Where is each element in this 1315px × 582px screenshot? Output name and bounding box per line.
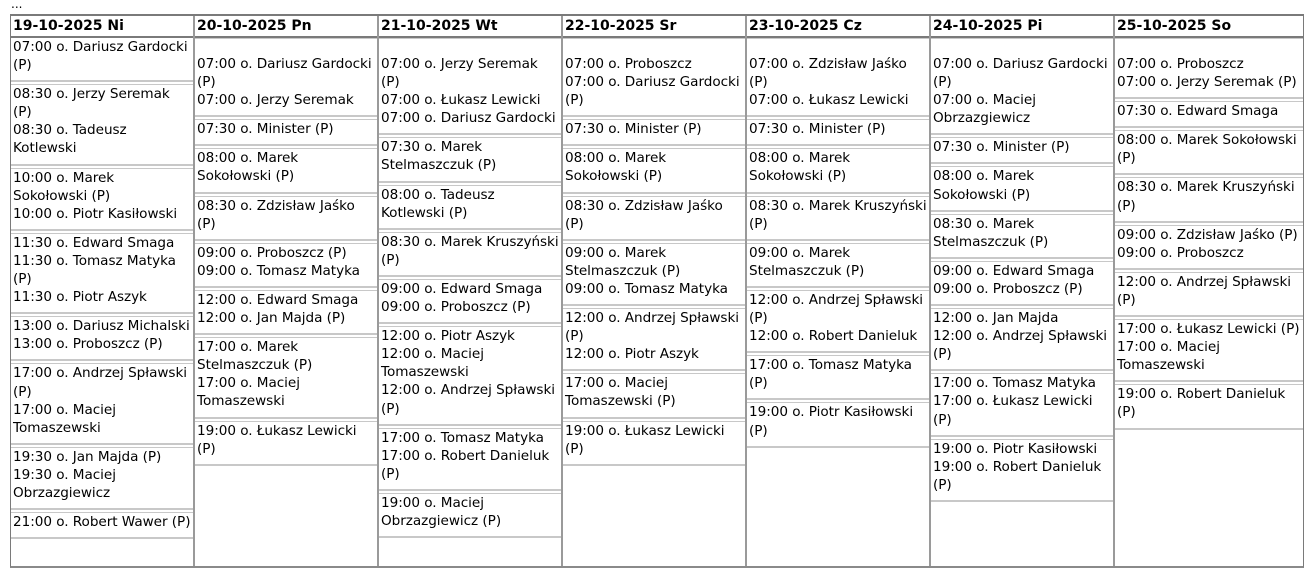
mass-entry: 11:30 o. Edward Smaga [13, 234, 175, 251]
mass-entry: 12:00 o. Edward Smaga [197, 291, 359, 308]
time-slot [747, 119, 929, 146]
time-slot [379, 279, 561, 324]
time-slot [1115, 38, 1303, 99]
mass-entry: 07:00 o. Maciej Obrzazgiewicz [933, 92, 1036, 127]
time-slot [1115, 319, 1303, 382]
day-header: 23-10-2025 Cz [747, 16, 929, 38]
day-column [931, 16, 1115, 566]
time-slot [1115, 177, 1303, 222]
mass-entry: 09:00 o. Zdzisław Jaśko (P) [1117, 226, 1298, 243]
mass-entry: 09:00 o. Edward Smaga [933, 262, 1095, 279]
mass-entry: 12:00 o. Andrzej Spławski (P) [381, 382, 555, 417]
time-slot [1115, 384, 1303, 429]
day-header: 22-10-2025 Sr [563, 16, 745, 38]
mass-entry: 08:00 o. Marek Sokołowski (P) [197, 150, 299, 185]
mass-entry: 07:00 o. Zdzisław Jaśko (P) [749, 56, 907, 91]
day-header: 24-10-2025 Pi [931, 16, 1113, 38]
time-slot [1115, 225, 1303, 270]
mass-entry: 08:30 o. Marek Kruszyński (P) [381, 233, 559, 268]
mass-entry: 07:00 o. Jerzy Seremak (P) [381, 56, 538, 91]
day-column [563, 16, 747, 566]
mass-entry: 17:00 o. Tomasz Matyka [933, 375, 1096, 392]
mass-entry: 09:00 o. Tomasz Matyka [197, 262, 360, 279]
time-slot [379, 326, 561, 425]
time-slot [931, 137, 1113, 164]
mass-entry: 09:00 o. Marek Stelmaszczuk (P) [565, 244, 681, 279]
mass-entry: 08:00 o. Marek Sokołowski (P) [565, 150, 667, 185]
mass-entry: 17:00 o. Andrzej Spławski (P) [13, 365, 187, 400]
mass-entry: 17:00 o. Marek Stelmaszczuk (P) [197, 339, 313, 374]
mass-entry: 19:30 o. Jan Majda (P) [13, 448, 162, 465]
mass-entry: 12:00 o. Andrzej Spławski (P) [749, 291, 923, 327]
time-slot [195, 243, 377, 288]
time-slot [11, 38, 193, 82]
mass-entry: 07:00 o. Proboszcz [565, 56, 692, 72]
day-header: 20-10-2025 Pn [195, 16, 377, 38]
time-slot [563, 373, 745, 418]
time-slot [563, 196, 745, 241]
mass-entry: 08:30 o. Jerzy Seremak (P) [13, 86, 170, 121]
mass-entry: 19:00 o. Łukasz Lewicki (P) [565, 422, 725, 457]
mass-entry: 13:00 o. Dariusz Michalski [13, 318, 190, 335]
time-slot [931, 373, 1113, 436]
mass-entry: 12:00 o. Piotr Aszyk [381, 328, 515, 345]
time-slot [11, 233, 193, 314]
day-slots [379, 38, 561, 566]
time-slot [1115, 272, 1303, 317]
mass-entry: 08:30 o. Marek Kruszyński (P) [749, 197, 927, 232]
time-slot [11, 512, 193, 539]
mass-entry: 12:00 o. Andrzej Spławski (P) [565, 310, 739, 345]
time-slot [747, 402, 929, 447]
mass-entry: 07:30 o. Minister (P) [933, 139, 1070, 156]
mass-entry: 08:00 o. Tadeusz Kotlewski (P) [381, 186, 495, 221]
day-header: 21-10-2025 Wt [379, 16, 561, 38]
day-header: 19-10-2025 Ni [11, 16, 193, 38]
time-slot [563, 308, 745, 371]
day-header: 25-10-2025 So [1115, 16, 1303, 38]
mass-entry: 13:00 o. Proboszcz (P) [13, 336, 163, 353]
mass-entry: 07:00 o. Dariusz Gardocki [381, 110, 556, 127]
mass-entry: 09:00 o. Proboszcz (P) [381, 299, 531, 316]
mass-entry: 12:00 o. Jan Majda [933, 310, 1059, 327]
time-slot [195, 119, 377, 146]
time-slot [379, 185, 561, 230]
mass-entry: 08:00 o. Marek Sokołowski (P) [1117, 132, 1297, 167]
mass-entry: 17:00 o. Maciej Tomaszewski [13, 401, 116, 436]
mass-entry: 07:00 o. Dariusz Gardocki (P) [565, 74, 740, 109]
mass-entry: 19:00 o. Robert Danieluk (P) [933, 458, 1102, 493]
mass-entry: 12:00 o. Robert Danieluk [749, 328, 918, 345]
mass-entry: 07:00 o. Dariusz Gardocki (P) [197, 56, 372, 91]
time-slot [11, 84, 193, 165]
mass-entry: 19:00 o. Maciej Obrzazgiewicz (P) [381, 494, 502, 529]
time-slot [747, 290, 929, 353]
weekly-mass-schedule [10, 14, 1304, 568]
time-slot [931, 439, 1113, 502]
mass-entry: 07:00 o. Proboszcz [1117, 56, 1244, 72]
mass-entry: 12:00 o. Andrzej Spławski (P) [1117, 273, 1291, 308]
mass-entry: 07:30 o. Minister (P) [565, 121, 702, 138]
mass-entry: 08:30 o. Marek Stelmaszczuk (P) [933, 215, 1049, 250]
mass-entry: 19:30 o. Maciej Obrzazgiewicz [13, 466, 116, 501]
mass-entry: 08:00 o. Marek Sokołowski (P) [933, 168, 1035, 203]
mass-entry: 07:00 o. Dariusz Gardocki (P) [933, 56, 1108, 91]
mass-entry: 10:00 o. Marek Sokołowski (P) [13, 169, 115, 204]
mass-entry: 09:00 o. Proboszcz (P) [197, 244, 347, 261]
mass-entry: 07:00 o. Łukasz Lewicki [749, 92, 909, 109]
mass-entry: 07:00 o. Dariusz Gardocki (P) [13, 39, 188, 74]
time-slot [931, 261, 1113, 306]
time-slot [379, 38, 561, 135]
mass-entry: 11:30 o. Piotr Aszyk [13, 289, 147, 306]
time-slot [931, 214, 1113, 259]
time-slot [195, 290, 377, 335]
mass-entry: 17:00 o. Tomasz Matyka [381, 429, 544, 446]
mass-entry: 08:30 o. Marek Kruszyński (P) [1117, 179, 1295, 214]
mass-entry: 12:00 o. Piotr Aszyk [565, 346, 699, 363]
mass-entry: 12:00 o. Andrzej Spławski (P) [933, 328, 1107, 363]
time-slot [747, 243, 929, 288]
day-slots [1115, 38, 1303, 566]
time-slot [379, 137, 561, 182]
mass-entry: 09:00 o. Edward Smaga [381, 280, 543, 297]
mass-entry: 09:00 o. Marek Stelmaszczuk (P) [749, 244, 865, 279]
time-slot [931, 166, 1113, 211]
mass-entry: 11:30 o. Tomasz Matyka (P) [13, 252, 176, 288]
day-column [379, 16, 563, 566]
time-slot [1115, 101, 1303, 128]
time-slot [195, 421, 377, 466]
time-slot [379, 232, 561, 277]
day-slots [931, 38, 1113, 566]
time-slot [563, 421, 745, 466]
time-slot [11, 168, 193, 231]
day-slots [563, 38, 745, 566]
mass-entry: 19:00 o. Robert Danieluk (P) [1117, 386, 1286, 421]
time-slot [379, 428, 561, 491]
mass-entry: 08:30 o. Zdzisław Jaśko (P) [565, 197, 723, 232]
time-slot [747, 355, 929, 400]
day-slots [11, 38, 193, 566]
mass-entry: 17:00 o. Łukasz Lewicki (P) [933, 393, 1093, 428]
mass-entry: 07:00 o. Jerzy Seremak (P) [1117, 74, 1297, 91]
time-slot [747, 196, 929, 241]
time-slot [747, 148, 929, 193]
mass-entry: 19:00 o. Piotr Kasiłowski (P) [749, 404, 914, 439]
mass-entry: 07:00 o. Jerzy Seremak [197, 92, 354, 109]
mass-entry: 19:00 o. Łukasz Lewicki (P) [197, 422, 357, 457]
day-column [195, 16, 379, 566]
mass-entry: 07:30 o. Minister (P) [197, 121, 334, 138]
mass-entry: 09:00 o. Proboszcz (P) [933, 280, 1083, 297]
time-slot [11, 363, 193, 444]
mass-entry: 07:30 o. Minister (P) [749, 121, 886, 138]
mass-entry: 12:00 o. Jan Majda (P) [197, 310, 346, 327]
mass-entry: 17:00 o. Maciej Tomaszewski [1117, 339, 1220, 374]
mass-entry: 09:00 o. Proboszcz [1117, 244, 1244, 261]
time-slot [931, 308, 1113, 371]
mass-entry: 08:30 o. Tadeusz Kotlewski [13, 122, 127, 157]
time-slot [11, 447, 193, 510]
day-column [747, 16, 931, 566]
mass-entry: 17:00 o. Łukasz Lewicki (P) [1117, 321, 1300, 338]
mass-entry: 17:00 o. Tomasz Matyka (P) [749, 357, 912, 392]
mass-entry: 17:00 o. Maciej Tomaszewski (P) [565, 375, 676, 410]
mass-entry: 17:00 o. Robert Danieluk (P) [381, 447, 550, 482]
time-slot [563, 148, 745, 193]
mass-entry: 12:00 o. Maciej Tomaszewski [381, 346, 484, 381]
mass-entry: 10:00 o. Piotr Kasiłowski [13, 205, 178, 222]
mass-entry: 07:30 o. Edward Smaga [1117, 103, 1279, 120]
time-slot [195, 38, 377, 117]
day-slots [747, 38, 929, 566]
mass-entry: 19:00 o. Piotr Kasiłowski [933, 440, 1098, 457]
day-column [1115, 16, 1303, 566]
time-slot [563, 119, 745, 146]
day-column [11, 16, 195, 566]
mass-entry: 17:00 o. Maciej Tomaszewski [197, 375, 300, 410]
ellipsis-text: ... [11, 0, 23, 11]
mass-entry: 07:00 o. Łukasz Lewicki [381, 92, 541, 109]
time-slot [195, 337, 377, 418]
mass-entry: 09:00 o. Tomasz Matyka [565, 280, 728, 297]
time-slot [1115, 130, 1303, 175]
time-slot [195, 148, 377, 193]
mass-entry: 08:30 o. Zdzisław Jaśko (P) [197, 197, 355, 232]
time-slot [931, 38, 1113, 135]
time-slot [379, 493, 561, 538]
day-slots [195, 38, 377, 566]
time-slot [195, 196, 377, 241]
mass-entry: 08:00 o. Marek Sokołowski (P) [749, 150, 851, 185]
time-slot [563, 243, 745, 306]
mass-entry: 21:00 o. Robert Wawer (P) [13, 514, 191, 531]
mass-entry: 07:30 o. Marek Stelmaszczuk (P) [381, 139, 497, 174]
time-slot [747, 38, 929, 117]
time-slot [563, 38, 745, 117]
time-slot [11, 316, 193, 361]
